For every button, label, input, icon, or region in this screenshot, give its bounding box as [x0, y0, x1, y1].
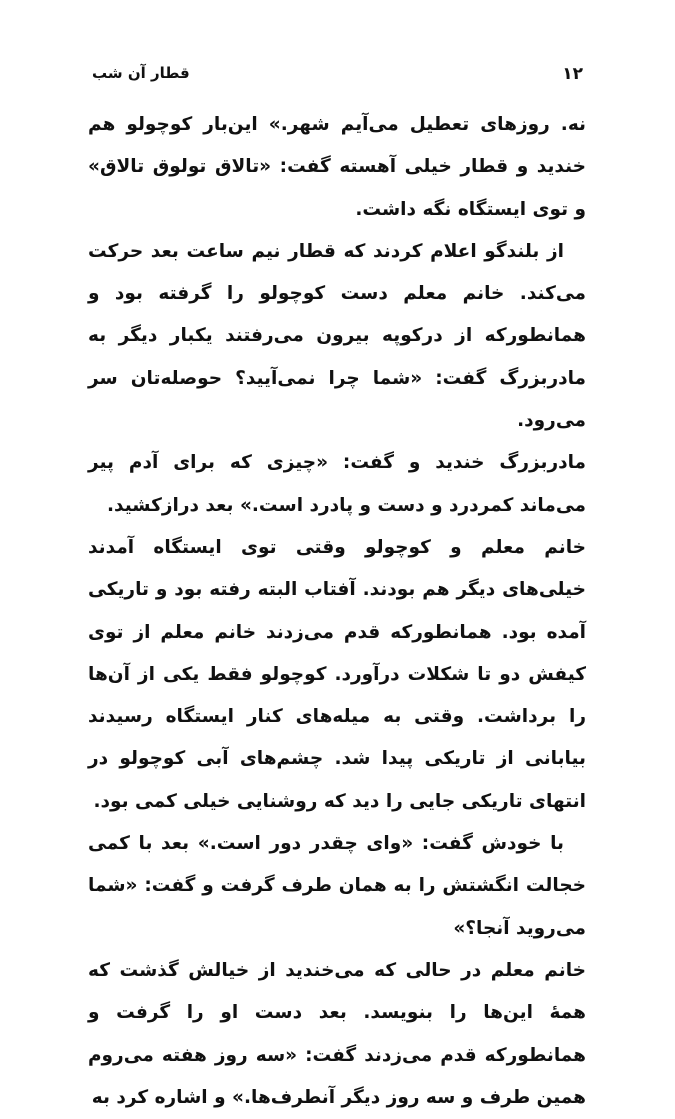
paragraph: خانم معلم در حالی که می‌خندید از خیالش گذشت که همهٔ این‌ها را بنویسد. بعد دست او را گرفت و همانطورکه قدم می‌زدند گفت: «سه روز هفته می‌روم همین طرف و سه روز دیگر آنطرف‌ها.» و اشاره کرد به: [88, 959, 586, 1108]
page-header: [92, 64, 583, 94]
body-text: [88, 104, 586, 1119]
paragraph: نه. روزهای تعطیل می‌آیم شهر.» این‌بار کوچولو هم خندید و قطار خیلی آهسته گفت: «تالاق تولوق تالاق» و توی ایستگاه نگه داشت.: [88, 114, 586, 220]
paragraph: مادربزرگ خندید و گفت: «چیزی که برای آدم پیر می‌ماند کمردرد و دست و پادرد است.» بعد درازکشید.: [88, 452, 586, 516]
paragraph: از بلندگو اعلام کردند که قطار نیم ساعت بعد حرکت می‌کند. خانم معلم دست کوچولو را گرفته بود و همانطورکه از درکوپه بیرون می‌رفتند یکبار دیگر به مادربزرگ گفت: «شما چرا نمی‌آیید؟ حوصله‌تان سر می‌رود.: [88, 240, 586, 432]
paragraph: با خودش گفت: «وای چقدر دور است.» بعد با کمی خجالت انگشتش را به همان طرف گرفت و گفت: «شما می‌روید آنجا؟»: [88, 833, 586, 939]
page-number: ۱۲: [562, 64, 583, 84]
paragraph: خانم معلم و کوچولو وقتی توی ایستگاه آمدند خیلی‌های دیگر هم بودند. آفتاب البته رفته بود و تاریکی آمده بود. همانطورکه قدم می‌زدند خانم معلم از توی کیفش دو تا شکلات درآورد. کوچولو فقط یکی از آن‌ها را برداشت. وقتی به میله‌های کنار ایستگاه رسیدند بیابانی از تاریکی پیدا شد. چشم‌های آبی کوچولو در انتهای تاریکی جایی را دید که روشنایی خیلی کمی بود.: [88, 536, 586, 812]
running-title: قطار آن شب: [92, 64, 190, 82]
